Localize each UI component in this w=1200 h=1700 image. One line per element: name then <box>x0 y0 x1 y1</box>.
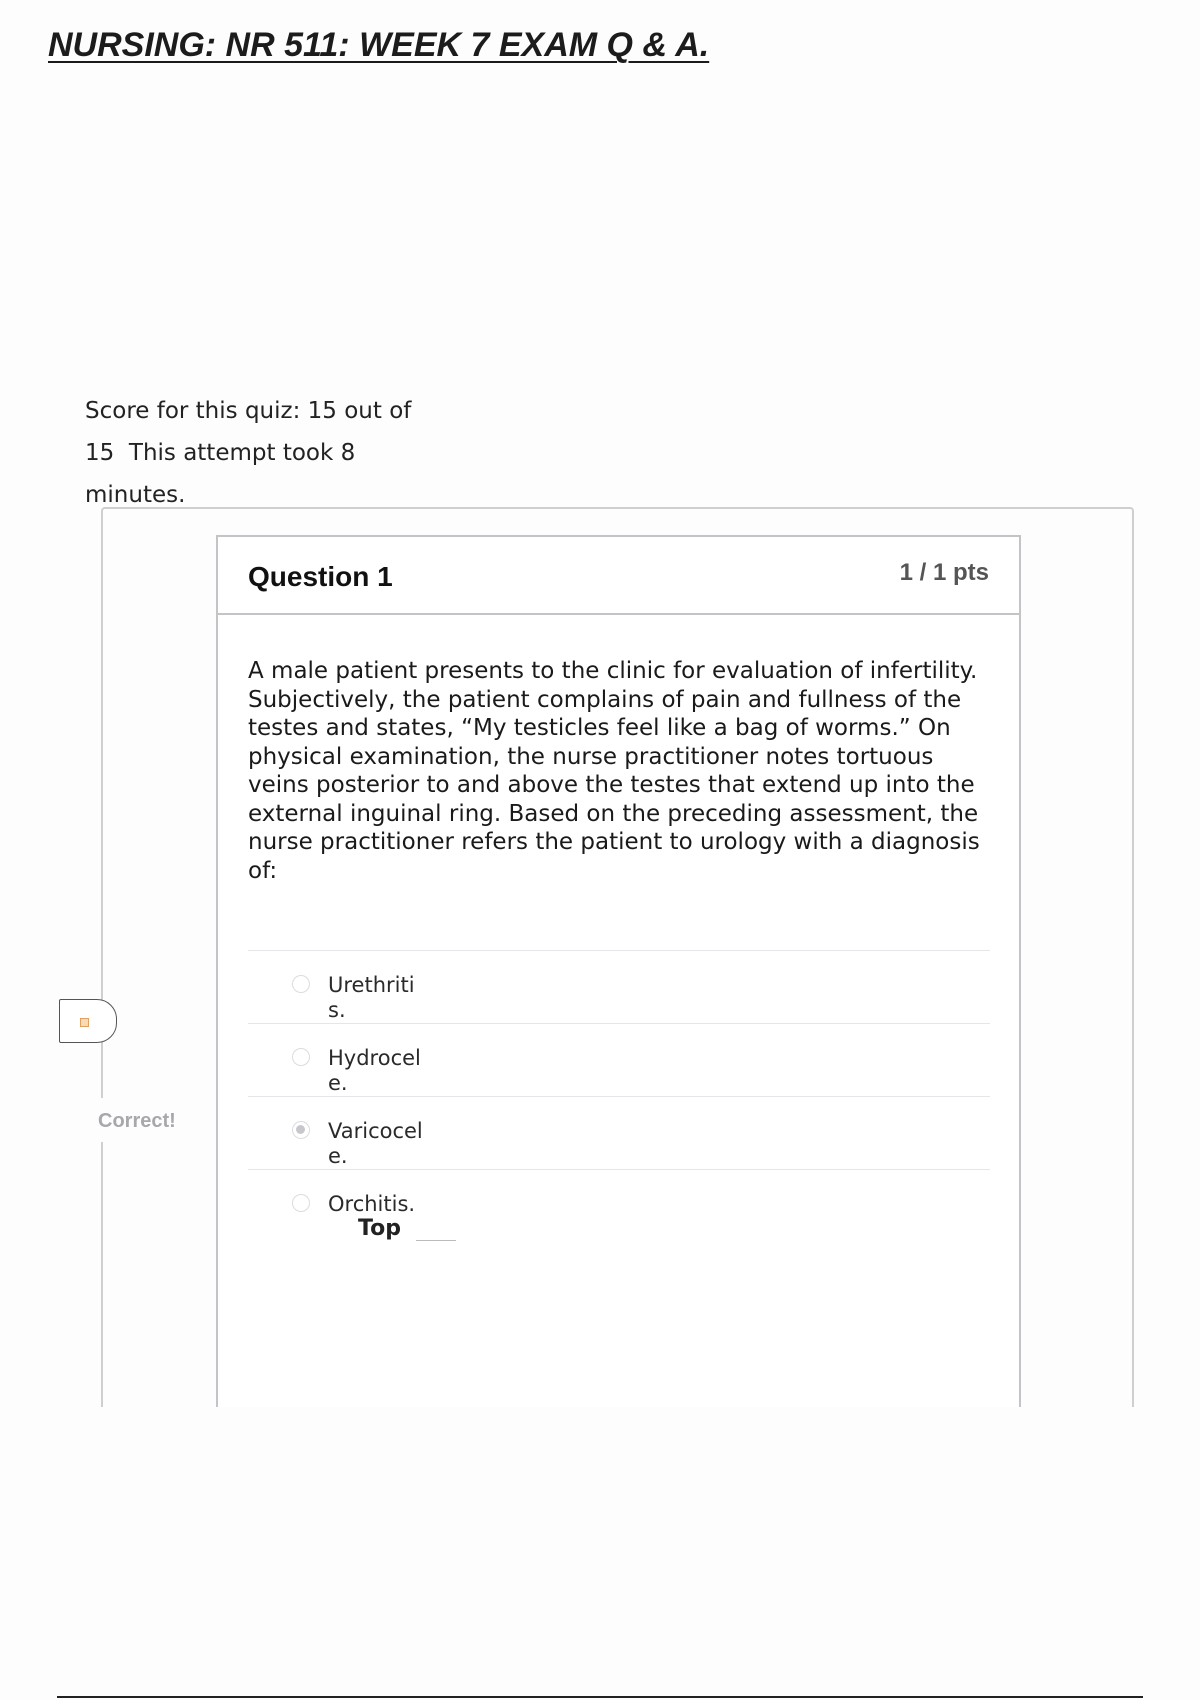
correct-answer-arrow-icon <box>59 999 117 1043</box>
question-card <box>216 535 1021 1407</box>
score-line-3: minutes. <box>85 482 186 508</box>
answer-list <box>248 950 990 1242</box>
answer-option-orchitis[interactable] <box>248 1170 990 1242</box>
answer-option-varicocele[interactable] <box>248 1097 990 1170</box>
question-title: Question 1 <box>248 561 393 592</box>
question-header <box>218 537 1019 615</box>
question-text-line-2: Subjectively, the patient complains of pain and fullness of the testes and states, “My testicles feel like a bag of worms.” On physical examination, the nurse practitioner notes tortuous veins posterior to and above the testes that extend up into the external inguinal ring. Based on the preceding assessment, the nurse practitioner refers the patient to urology with a diagnosis of: <box>248 686 980 884</box>
answer-radio-varicocele[interactable] <box>292 1121 310 1139</box>
question-text-line-1: A male patient presents to the clinic for evaluation of infertility. <box>248 658 978 684</box>
score-line-2: 15 This attempt took 8 <box>85 440 356 466</box>
answer-radio-urethritis[interactable] <box>292 975 310 993</box>
answer-label-orchitis: Orchitis. <box>328 1192 416 1216</box>
answer-option-urethritis[interactable] <box>248 951 990 1024</box>
answer-radio-orchitis[interactable] <box>292 1194 310 1212</box>
answer-radio-hydrocele[interactable] <box>292 1048 310 1066</box>
footer-divider <box>57 1696 1143 1698</box>
top-link[interactable]: Top <box>358 1216 401 1241</box>
answer-label-urethritis: Urethritis. <box>328 973 415 1022</box>
score-line-1: Score for this quiz: 15 out of <box>85 398 412 424</box>
answer-label-varicocele: Varicocele. <box>328 1119 423 1168</box>
document-title: NURSING: NR 511: WEEK 7 EXAM Q & A. <box>48 26 710 64</box>
correct-answer-label: Correct! <box>98 1110 176 1132</box>
question-points: 1 / 1 pts <box>899 559 989 586</box>
answer-label-hydrocele: Hydrocele. <box>328 1046 421 1095</box>
answer-option-hydrocele[interactable] <box>248 1024 990 1097</box>
top-link-divider <box>416 1240 456 1242</box>
broken-image-icon <box>80 1018 89 1027</box>
quiz-score-summary <box>85 390 411 516</box>
question-text <box>248 657 988 885</box>
